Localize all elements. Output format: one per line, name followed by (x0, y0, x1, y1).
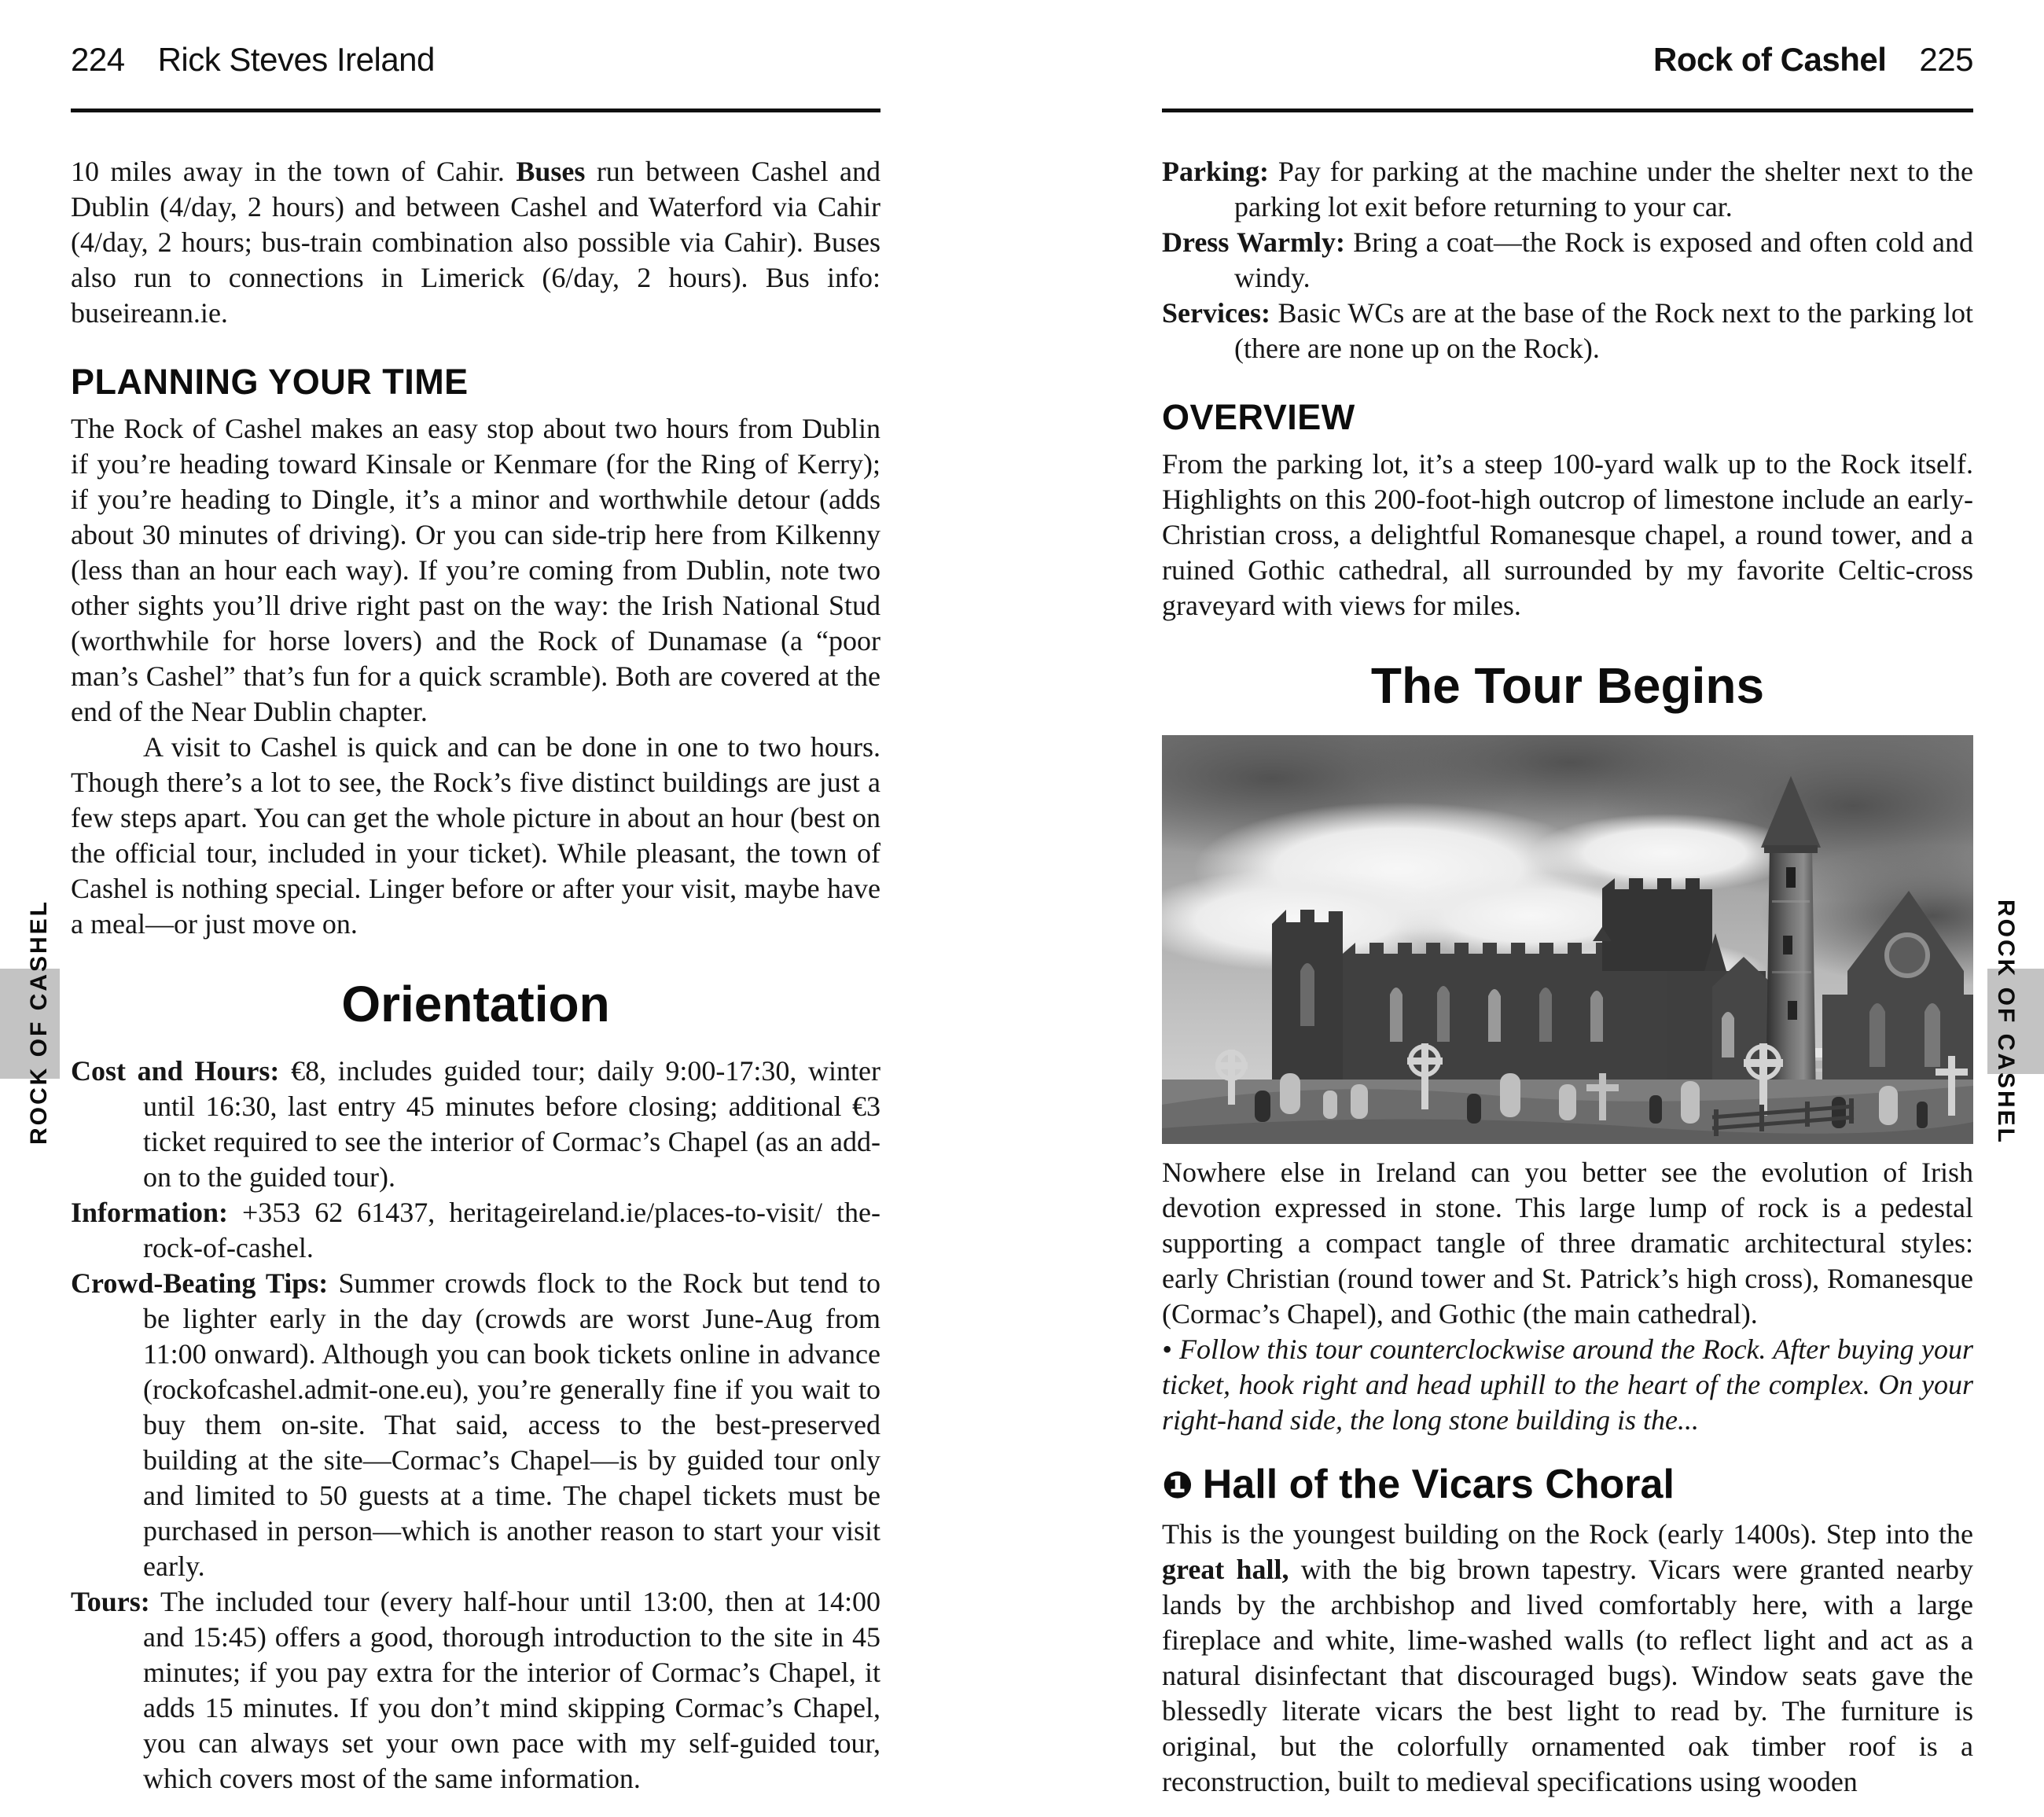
item-label: Information: (71, 1197, 228, 1228)
item-label: Cost and Hours: (71, 1055, 280, 1087)
info-item-parking (1162, 154, 1973, 225)
orientation-item-tours (71, 1584, 880, 1797)
item-text: Pay for parking at the machine under the shelter next to the parking lot exit before returning to your car. (1234, 156, 1973, 223)
left-text-flow (71, 154, 880, 1797)
right-text-flow (1162, 154, 1973, 1800)
stop-1-title: Hall of the Vicars Choral (1202, 1462, 1675, 1507)
item-label: Dress Warmly: (1162, 226, 1345, 258)
header-rule (71, 109, 880, 112)
page-225 (1022, 0, 2044, 1817)
stop-1-heading (1162, 1462, 1973, 1509)
planning-paragraph-2: A visit to Cashel is quick and can be done in one to two hours. Though there’s a lot to see, the Rock’s five distinct buildings are just a few steps apart. You can get the whole picture in about an hour (best on the official tour, included in your ticket). While pleasant, the town of Cashel is nothing special. Linger before or after your visit, maybe have a meal—or just move on. (71, 731, 880, 940)
book-title: Rick Steves Ireland (157, 41, 435, 78)
planning-heading: PLANNING YOUR TIME (71, 362, 469, 402)
page-number: 224 (71, 41, 125, 78)
chapter-title: Rock of Cashel (1653, 41, 1887, 78)
orientation-heading: Orientation (341, 976, 610, 1032)
chapter-tab-label: ROCK OF CASHEL (26, 899, 52, 1145)
item-label: Tours: (71, 1586, 150, 1617)
item-text: The included tour (every half-hour until 13:00, then at 14:00 and 15:45) offers a good, thorough introduction to the site in 45 minutes; if you pay extra for the interior of Cormac’s Chapel, it adds 15 minutes. If you don’t mind skipping Cormac’s Chapel, you can always set your own pace with my self-guided tour, which covers most of the same information. (143, 1586, 880, 1794)
numbered-stop-icon: ❶ (1162, 1464, 1193, 1507)
page-number: 225 (1919, 41, 1973, 78)
tour-begins-heading: The Tour Begins (1370, 657, 1765, 714)
item-text: Bring a coat—the Rock is exposed and often cold and windy. (1234, 226, 1973, 293)
tour-directions: • Follow this tour counterclockwise around the Rock. After buying your ticket, hook right and head uphill to the heart of the complex. On your right-hand side, the long stone building is the... (1162, 1333, 1973, 1436)
stop-1-paragraph: This is the youngest building on the Rock (early 1400s). Step into the great hall, with the big brown tapestry. Vicars were granted nearby lands by the archbishop and lived comfortably here, with a large fireplace and white, lime-washed walls (to reflect light and act as a natural disinfectant that discouraged bugs). Window seats gave the blessedly literate vicars the best light to read by. The furniture is original, but the colorfully ornamented oak timber roof is a reconstruction, built to medieval specifications using wooden (1162, 1518, 1973, 1797)
info-item-dress-warmly (1162, 225, 1973, 296)
item-text: +353 62 61437, heritageireland.ie/places-to-visit/ the-rock-of-cashel. (143, 1197, 880, 1263)
orientation-item-information (71, 1195, 880, 1266)
header-rule (1162, 109, 1973, 112)
info-item-services (1162, 296, 1973, 366)
intro-paragraph: 10 miles away in the town of Cahir. Buses run between Cashel and Dublin (4/day, 2 hours) and between Cashel and Waterford via Cahir (4/day, 2 hours; bus-train combination also possible via Cahir). Buses also run to connections in Limerick (6/day, 2 hours). Bus info: buseireann.ie. (71, 156, 880, 329)
item-label: Parking: (1162, 156, 1270, 187)
running-head-right (1162, 41, 1973, 79)
overview-paragraph: From the parking lot, it’s a steep 100-yard walk up to the Rock itself. Highlights on this 200-foot-high outcrop of limestone include an early-Christian cross, a delightful Romanesque chapel, a round tower, and a ruined Gothic cathedral, all surrounded by my favorite Celtic-cross graveyard with views for miles. (1162, 448, 1973, 621)
item-label: Services: (1162, 297, 1270, 329)
item-label: Crowd-Beating Tips: (71, 1267, 329, 1299)
rock-of-cashel-photo (1162, 735, 1973, 1144)
overview-heading: OVERVIEW (1162, 397, 1355, 437)
item-text: Basic WCs are at the base of the Rock next to the parking lot (there are none up on the Rock). (1234, 297, 1973, 364)
orientation-item-cost-hours (71, 1054, 880, 1195)
chapter-tab-label: ROCK OF CASHEL (1993, 899, 2019, 1145)
planning-paragraph-1: The Rock of Cashel makes an easy stop about two hours from Dublin if you’re heading toward Kinsale or Kenmare (for the Ring of Kerry); if you’re heading to Dingle, it’s a minor and worthwhile detour (adds about 30 minutes of driving). Or you can side-trip here from Kilkenny (less than an hour each way). If you’re coming from Dublin, note two other sights you’ll drive right past on the way: the Irish National Stud (worthwhile for horse lovers) and the Rock of Dunamase (a “poor man’s Cashel” that’s fun for a quick scramble). Both are covered at the end of the Near Dublin chapter. (71, 413, 880, 727)
item-text: Summer crowds flock to the Rock but tend to be lighter early in the day (crowds are worst June-Aug from 11:00 onward). Although you can book tickets online in advance (rockofcashel.admit-one.eu), you’re generally fine if you wait to buy them on-site. That said, access to the best-preserved building at the site—Cormac’s Chapel—is by guided tour only and limited to 50 guests at a time. The chapel tickets must be purchased in person—which is another reason to start your visit early. (143, 1267, 880, 1582)
orientation-item-crowd-tips (71, 1266, 880, 1584)
after-photo-paragraph: Nowhere else in Ireland can you better see the evolution of Irish devotion expressed in stone. This large lump of rock is a pedestal supporting a compact tangle of three dramatic architectural styles: early Christian (round tower and St. Patrick’s high cross), Romanesque (Cormac’s Chapel), and Gothic (the main cathedral). (1162, 1157, 1973, 1330)
item-text: €8, includes guided tour; daily 9:00-17:30, winter until 16:30, last entry 45 minutes before closing; additional €3 ticket required to see the interior of Cormac’s Chapel (as an add-on to the guided tour). (143, 1055, 881, 1193)
running-head-left (71, 41, 880, 79)
